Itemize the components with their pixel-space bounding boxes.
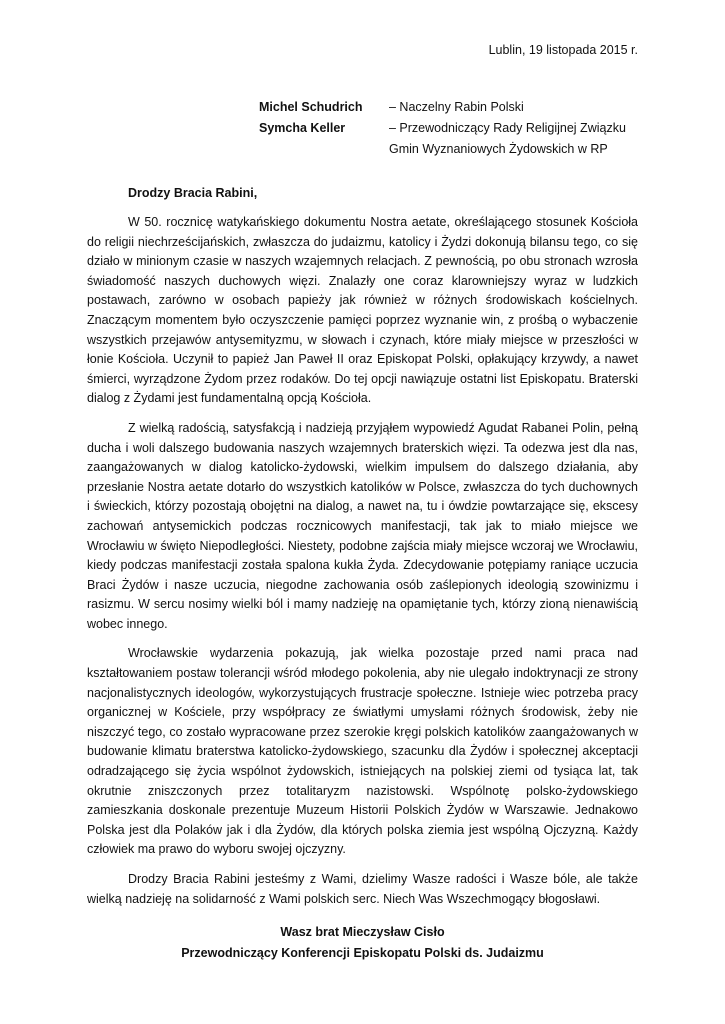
addressee-row: [259, 118, 649, 160]
body-paragraph: W 50. rocznicę watykańskiego dokumentu Nostra aetate, określającego stosunek Kościoła do religii niechrześcijańskich, zwłaszcza do judaizmu, katolicy i Żydzi dokonują bilansu tego, co się działo w minionym czasie w naszych wzajemnych relacjach. Z pewnością, po obu stronach wzrosła świadomość naszych duchowych więzi. Znalazły one coraz klarowniejszy wyraz w ludzkich postawach, zarówno w osobach papieży jak również w różnych środowiskach kościelnych. Znaczącym momentem było oczyszczenie pamięci poprzez wyznanie win, z prośbą o wybaczenie wszystkich przejawów antysemityzmu, w słowach i czynach, które miały miejsce w przeszłości w łonie Kościoła. Uczynił to papież Jan Paweł II oraz Episkopat Polski, opłakujący krzywdy, a nawet śmierci, wyrządzone Żydom przez rodaków. Do tej opcji nawiązuje ostatni list Episkopatu. Braterski dialog z Żydami jest fundamentalną opcją Kościoła.: [87, 215, 638, 406]
body-paragraph: Z wielką radością, satysfakcją i nadzieją przyjąłem wypowiedź Agudat Rabanei Polin, pełną ducha i woli dalszego budowania naszych wzajemnych braterskich więzi. Ta odezwa jest dla nas, zaangażowanych w dialog katolicko-żydowski, wielkim impulsem do dalszego działania, aby przesłanie Nostra aetate dotarło do wszystkich katolików w Polsce, zwłaszcza do tych duchownych i świeckich, którzy pozostają obojętni na dialog, a nawet na, tu i ówdzie powtarzające się, ekscesy zachowań antysemickich podczas rocznicowych manifestacji, tak jak to miało miejsce we Wrocławiu w święto Niepodległości. Niestety, podobne zajścia miały miejsce wczoraj we Wrocławiu, kiedy podczas manifestacji została spalona kukła Żyda. Zdecydowanie potępiamy raniące uczucia Braci Żydów i nasze uczucia, niegodne zachowania osób zaślepionych ideologią szowinizmu i rasizmu. W sercu nosimy wielki ból i mamy nadzieję na opamiętanie tych, którzy zioną nienawiścią wobec innego.: [87, 420, 638, 631]
signature-name: Wasz brat Mieczysław Cisło: [280, 925, 445, 939]
letter-greeting: Drodzy Bracia Rabini,: [128, 186, 258, 200]
body-paragraph: Drodzy Bracia Rabini jesteśmy z Wami, dzielimy Wasze radości i Wasze bóle, ale także wielką nadzieję na solidarność z Wami polskich serc. Niech Was Wszechmogący błogosławi.: [87, 872, 638, 906]
addressee-row: [259, 97, 649, 118]
addressee-name: Symcha Keller: [259, 121, 346, 135]
body-paragraph: Wrocławskie wydarzenia pokazują, jak wielka pozostaje przed nami praca nad kształtowaniem postaw tolerancji wśród młodego pokolenia, aby nie ulegało indoktrynacji ze strony nacjonalistycznych ideologów, wykorzystujących frustracje społeczne. Istnieje wiec potrzeba pracy organicznej w Kościele, przy współpracy ze światłymi umysłami różnych środowisk, żeby nie niszczyć tego, co zostało wypracowane przez szerokie kręgi polskich katolików zaangażowanych w budowanie klimatu braterstwa katolicko-żydowskiego, szacunku dla Żydów i społecznej akceptacji odradzającego się życia wspólnot żydowskich, istniejących na polskiej ziemi od tysiąca lat, tak okrutnie zniszczonych przez totalitaryzm nazistowski. Wspólnotę polsko-żydowskiego zamieszkania doskonale prezentuje Muzeum Historii Polskich Żydów w Warszawie. Jednakowo Polska jest dla Polaków jak i dla Żydów, dla których polska ziemia jest wspólną Ojczyzną. Każdy człowiek ma prawo do wyboru swojej ojczyzny.: [87, 646, 638, 857]
addressee-block: [259, 97, 649, 160]
signature-title: Przewodniczący Konferencji Episkopatu Polski ds. Judaizmu: [181, 946, 544, 960]
addressee-name: Michel Schudrich: [259, 100, 363, 114]
addressee-role: – Przewodniczący Rady Religijnej Związku Gmin Wyznaniowych Żydowskich w RP: [389, 121, 626, 156]
addressee-role: – Naczelny Rabin Polski: [389, 100, 524, 114]
letter-body: [87, 213, 638, 919]
letter-date: Lublin, 19 listopada 2015 r.: [488, 43, 638, 57]
signature-block: [87, 922, 638, 964]
